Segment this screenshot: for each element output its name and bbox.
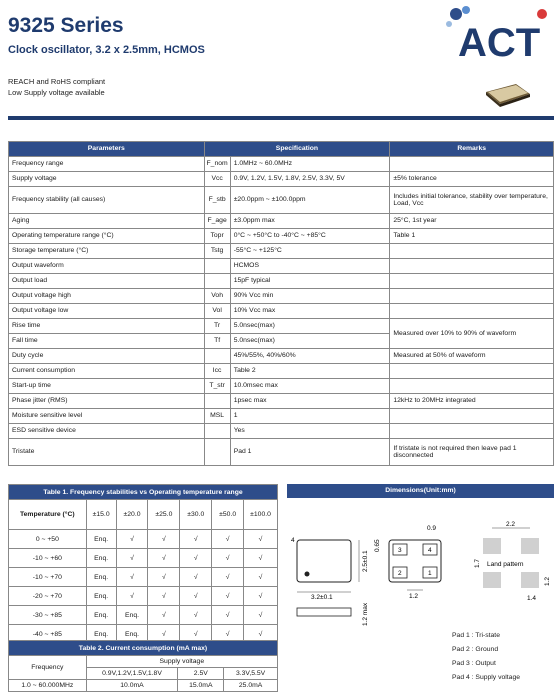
table1-cell: √ — [244, 606, 278, 625]
table1-row — [9, 549, 278, 568]
spec-remark — [390, 274, 554, 289]
table2-col: 3.3V,5.5V — [224, 668, 278, 680]
table1-cell: Enq. — [86, 530, 116, 549]
table1-cell: Enq. — [86, 549, 116, 568]
table1-cell: √ — [148, 568, 180, 587]
table1-col: ±50.0 — [212, 500, 244, 530]
table1-cell: Enq. — [86, 606, 116, 625]
header-divider — [8, 116, 554, 120]
table2-row-frequency: 1.0 ~ 60.000MHz — [9, 680, 87, 692]
spec-param: Tristate — [9, 439, 205, 466]
table2-cell: 25.0mA — [224, 680, 278, 692]
pad-legend-3: Pad 3 : Output — [452, 660, 496, 667]
table1-cell: √ — [212, 625, 244, 644]
pin-label-3: 3 — [398, 547, 402, 554]
table1-cell: √ — [212, 549, 244, 568]
spec-remark — [390, 364, 554, 379]
table1-cell: √ — [148, 587, 180, 606]
spec-symbol: Vcc — [204, 172, 230, 187]
spec-row — [9, 229, 554, 244]
table1-cell: Enq. — [116, 606, 148, 625]
spec-symbol: F_age — [204, 214, 230, 229]
table2-cell: 10.0mA — [86, 680, 178, 692]
spec-value: Table 2 — [230, 364, 390, 379]
page-subtitle: Clock oscillator, 3.2 x 2.5mm, HCMOS — [8, 44, 205, 56]
dim-t2: 0.65 — [374, 539, 381, 552]
spec-remark: 12kHz to 20MHz integrated — [390, 394, 554, 409]
spec-symbol — [204, 259, 230, 274]
spec-param: Supply voltage — [9, 172, 205, 187]
dimensions-caption: Dimensions(Unit:mm) — [287, 484, 554, 498]
table1-cell: √ — [244, 549, 278, 568]
feature-low-voltage: Low Supply voltage available — [8, 88, 105, 97]
spec-row — [9, 214, 554, 229]
spec-param: Output voltage high — [9, 289, 205, 304]
table1-cell: Enq. — [116, 625, 148, 644]
feature-reach: REACH and RoHS compliant — [8, 77, 106, 86]
spec-param: Operating temperature range (°C) — [9, 229, 205, 244]
spec-symbol — [204, 349, 230, 364]
spec-symbol: Tr — [204, 319, 230, 334]
spec-remark — [390, 409, 554, 424]
spec-header-remarks: Remarks — [390, 142, 554, 157]
spec-row — [9, 424, 554, 439]
dim-land-pad-w: 1.4 — [527, 595, 537, 602]
spec-symbol — [204, 439, 230, 466]
spec-body — [9, 157, 554, 466]
spec-param: Moisture sensitive level — [9, 409, 205, 424]
spec-value: HCMOS — [230, 259, 390, 274]
table1-temp: -10 ~ +70 — [9, 568, 87, 587]
spec-row — [9, 289, 554, 304]
spec-symbol: Icc — [204, 364, 230, 379]
table1-cell: √ — [212, 568, 244, 587]
dim-pad-width: 0.9 — [427, 525, 437, 532]
spec-row — [9, 304, 554, 319]
spec-row — [9, 439, 554, 466]
table1-cell: √ — [244, 625, 278, 644]
spec-symbol — [204, 394, 230, 409]
pad-legend-1: Pad 1 : Tri-state — [452, 632, 500, 639]
dim-height: 2.5±0.1 — [362, 550, 369, 572]
table1-temp: -20 ~ +70 — [9, 587, 87, 606]
spec-param: Output load — [9, 274, 205, 289]
spec-param: Storage temperature (°C) — [9, 244, 205, 259]
table1-cell: Enq. — [86, 568, 116, 587]
spec-remark: Measured at 50% of waveform — [390, 349, 554, 364]
logo-text: ACT — [458, 21, 541, 65]
spec-symbol: Tf — [204, 334, 230, 349]
spec-value: 10% Vcc max — [230, 304, 390, 319]
top-view-pin-label: 4 — [291, 537, 295, 544]
land-pattern — [474, 521, 551, 602]
table1-cell: √ — [148, 625, 180, 644]
spec-value: 0°C ~ +50°C to -40°C ~ +85°C — [230, 229, 390, 244]
product-image — [480, 80, 534, 108]
spec-symbol: Tstg — [204, 244, 230, 259]
top-view — [291, 537, 369, 626]
spec-remark: Measured over 10% to 90% of waveform — [390, 319, 554, 349]
pin-label-1: 1 — [428, 570, 432, 577]
table1-temp: -30 ~ +85 — [9, 606, 87, 625]
spec-param: Frequency stability (all causes) — [9, 187, 205, 214]
dim-land-height: 1.7 — [474, 558, 481, 568]
spec-row — [9, 379, 554, 394]
spec-symbol: MSL — [204, 409, 230, 424]
table1-temp: -40 ~ +85 — [9, 625, 87, 644]
spec-symbol: F_nom — [204, 157, 230, 172]
table1-corner: Temperature (°C) — [9, 500, 87, 530]
pad-legend-2: Pad 2 : Ground — [452, 646, 499, 653]
table1-cell: Enq. — [86, 625, 116, 644]
table1-caption: Table 1. Frequency stabilities vs Operating temperature range — [9, 485, 278, 500]
spec-remark — [390, 157, 554, 172]
dim-thickness: 1.2 max — [362, 602, 369, 626]
table1-col: ±20.0 — [116, 500, 148, 530]
spec-param: Duty cycle — [9, 349, 205, 364]
dim-land-pad-h: 1.2 — [544, 576, 551, 586]
table1-temp: -10 ~ +60 — [9, 549, 87, 568]
table1-cell: √ — [244, 568, 278, 587]
spec-param: Current consumption — [9, 364, 205, 379]
table1-cell: √ — [148, 530, 180, 549]
spec-param: Rise time — [9, 319, 205, 334]
table1-cell: √ — [180, 568, 212, 587]
spec-symbol: Topr — [204, 229, 230, 244]
table1-row — [9, 530, 278, 549]
spec-header-parameters: Parameters — [9, 142, 205, 157]
spec-value: Yes — [230, 424, 390, 439]
table1-body — [9, 530, 278, 644]
spec-remark: ±5% tolerance — [390, 172, 554, 187]
spec-row — [9, 157, 554, 172]
table1-cell: √ — [116, 549, 148, 568]
spec-value: 90% Vcc min — [230, 289, 390, 304]
spec-table — [8, 141, 554, 466]
spec-value: 10.0msec max — [230, 379, 390, 394]
spec-remark — [390, 379, 554, 394]
table1-cell: √ — [180, 587, 212, 606]
table1-cell: √ — [180, 625, 212, 644]
spec-symbol — [204, 424, 230, 439]
table1-cell: √ — [212, 587, 244, 606]
spec-row — [9, 274, 554, 289]
table2-col: 2.5V — [178, 668, 224, 680]
spec-param: Output voltage low — [9, 304, 205, 319]
spec-value: 45%/55%, 40%/60% — [230, 349, 390, 364]
table1-cell: Enq. — [86, 587, 116, 606]
pin-label-2: 2 — [398, 570, 402, 577]
bottom-view — [374, 525, 441, 600]
spec-value: Pad 1 — [230, 439, 390, 466]
spec-param: Frequency range — [9, 157, 205, 172]
spec-value: 1 — [230, 409, 390, 424]
spec-remark: 25°C, 1st year — [390, 214, 554, 229]
spec-param: Phase jitter (RMS) — [9, 394, 205, 409]
spec-row — [9, 319, 554, 334]
spec-row — [9, 409, 554, 424]
table1-col: ±25.0 — [148, 500, 180, 530]
pin-label-4: 4 — [428, 547, 432, 554]
current-table — [8, 640, 278, 692]
table1-cell: √ — [116, 530, 148, 549]
spec-value: 1.0MHz ~ 60.0MHz — [230, 157, 390, 172]
spec-value: 15pF typical — [230, 274, 390, 289]
table1-col: ±100.0 — [244, 500, 278, 530]
spec-row — [9, 394, 554, 409]
dim-pad-gap: 1.2 — [409, 593, 419, 600]
spec-param: Start-up time — [9, 379, 205, 394]
table1-cell: √ — [212, 606, 244, 625]
spec-row — [9, 259, 554, 274]
table1-cell: √ — [180, 549, 212, 568]
spec-remark — [390, 244, 554, 259]
spec-row — [9, 187, 554, 214]
table2-frequency-label: Frequency — [9, 656, 87, 680]
table1-col: ±30.0 — [180, 500, 212, 530]
dimensions-drawing — [287, 500, 554, 630]
table1-temp: 0 ~ +50 — [9, 530, 87, 549]
table2-cell: 15.0mA — [178, 680, 224, 692]
table1-cell: √ — [244, 587, 278, 606]
table1-cell: √ — [244, 530, 278, 549]
spec-value: ±3.0ppm max — [230, 214, 390, 229]
table1-row — [9, 587, 278, 606]
spec-value: ±20.0ppm ~ ±100.0ppm — [230, 187, 390, 214]
spec-remark: Table 1 — [390, 229, 554, 244]
spec-remark: Includes initial tolerance, stability over temperature, Load, Vcc — [390, 187, 554, 214]
table1-col: ±15.0 — [86, 500, 116, 530]
spec-row — [9, 172, 554, 187]
table1-cell: √ — [180, 606, 212, 625]
dim-width: 3.2±0.1 — [311, 594, 333, 601]
spec-row — [9, 349, 554, 364]
spec-remark — [390, 304, 554, 319]
table1-cell: √ — [116, 587, 148, 606]
spec-value: -55°C ~ +125°C — [230, 244, 390, 259]
table1-cell: √ — [212, 530, 244, 549]
table1-cell: √ — [116, 568, 148, 587]
spec-symbol: T_str — [204, 379, 230, 394]
act-logo — [440, 4, 552, 68]
spec-remark: If tristate is not required then leave pad 1 disconnected — [390, 439, 554, 466]
land-pattern-label: Land pattern — [487, 561, 524, 568]
table1-cell: √ — [148, 606, 180, 625]
spec-value: 5.0nsec(max) — [230, 334, 390, 349]
table1-row — [9, 606, 278, 625]
spec-symbol: Voh — [204, 289, 230, 304]
spec-value: 1psec max — [230, 394, 390, 409]
spec-value: 0.9V, 1.2V, 1.5V, 1.8V, 2.5V, 3.3V, 5V — [230, 172, 390, 187]
spec-row — [9, 244, 554, 259]
spec-param: Output waveform — [9, 259, 205, 274]
table1-cell: √ — [180, 530, 212, 549]
spec-param: Aging — [9, 214, 205, 229]
dim-land-width: 2.2 — [506, 521, 516, 528]
spec-remark — [390, 424, 554, 439]
table1-row — [9, 568, 278, 587]
spec-row — [9, 364, 554, 379]
spec-param: ESD sensitive device — [9, 424, 205, 439]
table1-cell: √ — [148, 549, 180, 568]
spec-header-specification: Specification — [204, 142, 390, 157]
spec-remark — [390, 289, 554, 304]
spec-symbol: Vol — [204, 304, 230, 319]
spec-param: Fall time — [9, 334, 205, 349]
spec-remark — [390, 259, 554, 274]
stability-table — [8, 484, 278, 644]
spec-value: 5.0nsec(max) — [230, 319, 390, 334]
table2-col: 0.9V,1.2V,1.5V,1.8V — [86, 668, 178, 680]
page-title: 9325 Series — [8, 14, 124, 37]
pad-legend-4: Pad 4 : Supply voltage — [452, 674, 521, 681]
table2-supply-label: Supply voltage — [86, 656, 277, 668]
spec-symbol: F_stb — [204, 187, 230, 214]
spec-symbol — [204, 274, 230, 289]
table2-caption: Table 2. Current consumption (mA max) — [9, 641, 278, 656]
